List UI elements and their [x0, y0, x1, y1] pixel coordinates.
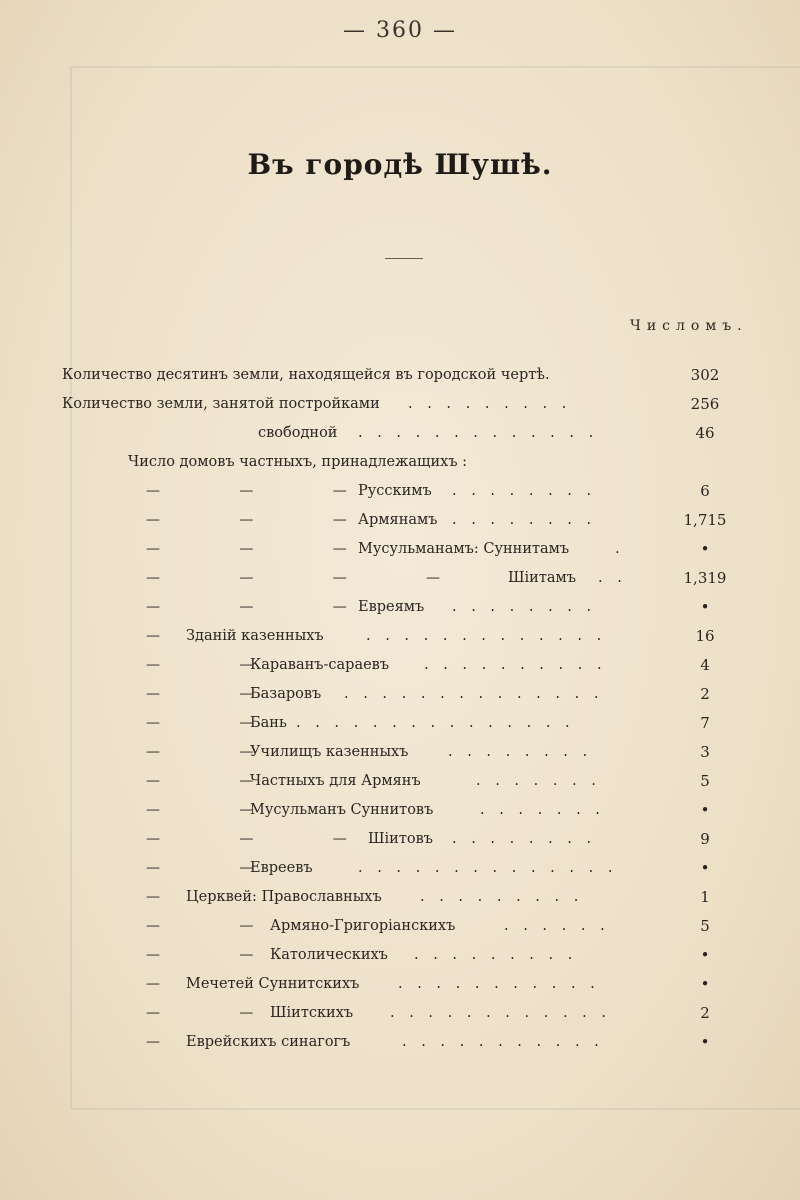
row-label: Зданій казенныхъ [186, 628, 324, 644]
row-value: • [700, 598, 710, 616]
row-label: Еврейскихъ синагогъ [186, 1034, 351, 1050]
row-value: 46 [695, 424, 715, 442]
row-value: 2 [700, 685, 710, 703]
table-row [0, 594, 800, 620]
table-row [0, 739, 800, 765]
row-label: Мусульманъ Суннитовъ [250, 802, 434, 818]
table-row [0, 623, 800, 649]
table-row [0, 797, 800, 823]
row-value: 6 [700, 482, 710, 500]
table-row [0, 855, 800, 881]
row-label: Количество земли, занятой постройками [62, 396, 380, 412]
ditto-dashes: — — [146, 657, 254, 673]
leader-dots: . . . . . . [504, 918, 610, 934]
ditto-dashes: — — [146, 686, 254, 702]
table-row [0, 507, 800, 533]
leader-dots: . . . . . . . [480, 802, 605, 818]
row-label: Шіитовъ [368, 831, 433, 847]
table-row [0, 942, 800, 968]
row-label: свободной [258, 425, 338, 441]
row-value: 1,715 [683, 511, 727, 529]
page-title: Въ городѣ Шушѣ. [247, 148, 553, 181]
ditto-dashes: — [146, 889, 160, 905]
ditto-dashes: — [146, 1034, 160, 1050]
leader-dots: . . . . . . . . . [408, 396, 572, 412]
row-label: Евреевъ [250, 860, 313, 876]
table-row [0, 884, 800, 910]
row-label: Количество десятинъ земли, находящейся въ городской чертѣ. [62, 367, 550, 383]
ditto-dashes: — — [146, 947, 254, 963]
table-row [0, 1029, 800, 1055]
table-row [0, 1000, 800, 1026]
row-value: 1 [700, 888, 710, 906]
row-value: 302 [690, 366, 720, 384]
table-row [0, 913, 800, 939]
row-label: Караванъ-сараевъ [250, 657, 390, 673]
table-row [0, 449, 800, 475]
row-label: Русскимъ [358, 483, 432, 499]
row-label: Мусульманамъ: Суннитамъ [358, 541, 570, 557]
ditto-dashes: — — [146, 1005, 254, 1021]
ditto-dashes: — — — [146, 541, 347, 557]
leader-dots: . . . . . . . . . . . . . . [344, 686, 604, 702]
page-number: — 360 — [343, 18, 457, 43]
ditto-dashes: — — — [146, 483, 347, 499]
row-label: Число домовъ частныхъ, принадлежащихъ : [128, 454, 468, 470]
table-row [0, 536, 800, 562]
row-value: 9 [700, 830, 710, 848]
row-label: Армяно-Григоріанскихъ [270, 918, 456, 934]
table-row [0, 478, 800, 504]
row-value: 7 [700, 714, 710, 732]
row-value: • [700, 801, 710, 819]
row-label: Бань [250, 715, 287, 731]
table-row [0, 768, 800, 794]
leader-dots: . [615, 541, 625, 557]
row-value: • [700, 859, 710, 877]
row-value: 256 [690, 395, 720, 413]
row-label: Мечетей Суннитскихъ [186, 976, 360, 992]
row-label: Церквей: Православныхъ [186, 889, 382, 905]
row-value: 3 [700, 743, 710, 761]
leader-dots: . . . . . . . . . [420, 889, 584, 905]
table-row [0, 391, 800, 417]
row-label: Частныхъ для Армянъ [250, 773, 421, 789]
table-row [0, 710, 800, 736]
row-value: 4 [700, 656, 710, 674]
row-value: • [700, 975, 710, 993]
ditto-dashes: — — — [146, 512, 347, 528]
row-value: 5 [700, 917, 710, 935]
row-label: Армянамъ [358, 512, 438, 528]
leader-dots: . . . . . . . . . . . . . . [358, 860, 618, 876]
ditto-dashes: — — — — [146, 570, 441, 586]
table-row [0, 652, 800, 678]
row-value: 5 [700, 772, 710, 790]
row-value: 2 [700, 1004, 710, 1022]
ditto-dashes: — — — [146, 599, 347, 615]
leader-dots: . . . . . . . . [452, 599, 597, 615]
leader-dots: . . . . . . . . . . . . . . . [296, 715, 575, 731]
table-row [0, 971, 800, 997]
leader-dots: . . . . . . . . . . [424, 657, 607, 673]
leader-dots: . . . . . . . . [448, 744, 593, 760]
leader-dots: . . . . . . . . . [414, 947, 578, 963]
row-label: Училищъ казенныхъ [250, 744, 409, 760]
table-row [0, 565, 800, 591]
ditto-dashes: — — [146, 715, 254, 731]
ditto-dashes: — — [146, 860, 254, 876]
leader-dots: . . . . . . . . . . . . [390, 1005, 612, 1021]
table-row [0, 826, 800, 852]
table-row [0, 420, 800, 446]
ditto-dashes: — — [146, 918, 254, 934]
table-row [0, 681, 800, 707]
ditto-dashes: — [146, 628, 160, 644]
row-label: Католическихъ [270, 947, 388, 963]
leader-dots: . . . . . . . [476, 773, 601, 789]
row-value: 16 [695, 627, 715, 645]
row-label: Евреямъ [358, 599, 425, 615]
leader-dots: . . . . . . . . . . . . . [358, 425, 599, 441]
title-divider [385, 258, 423, 259]
row-label: Базаровъ [250, 686, 322, 702]
row-label: Шіитамъ [508, 570, 577, 586]
leader-dots: . . . . . . . . [452, 483, 597, 499]
ditto-dashes: — [146, 976, 160, 992]
row-label: Шіитскихъ [270, 1005, 354, 1021]
leader-dots: . . . . . . . . [452, 831, 597, 847]
row-value: • [700, 1033, 710, 1051]
leader-dots: . . . . . . . . . . . [398, 976, 600, 992]
ditto-dashes: — — [146, 802, 254, 818]
leader-dots: . . . . . . . . [452, 512, 597, 528]
ditto-dashes: — — — [146, 831, 347, 847]
row-value: • [700, 540, 710, 558]
ditto-dashes: — — [146, 773, 254, 789]
table-row [0, 362, 800, 388]
leader-dots: . . . . . . . . . . . . . [366, 628, 607, 644]
ditto-dashes: — — [146, 744, 254, 760]
leader-dots: . . . . . . . . . . . [402, 1034, 604, 1050]
row-value: • [700, 946, 710, 964]
leader-dots: . . [598, 570, 627, 586]
row-value: 1,319 [683, 569, 727, 587]
column-header: Числомъ. [630, 318, 748, 334]
